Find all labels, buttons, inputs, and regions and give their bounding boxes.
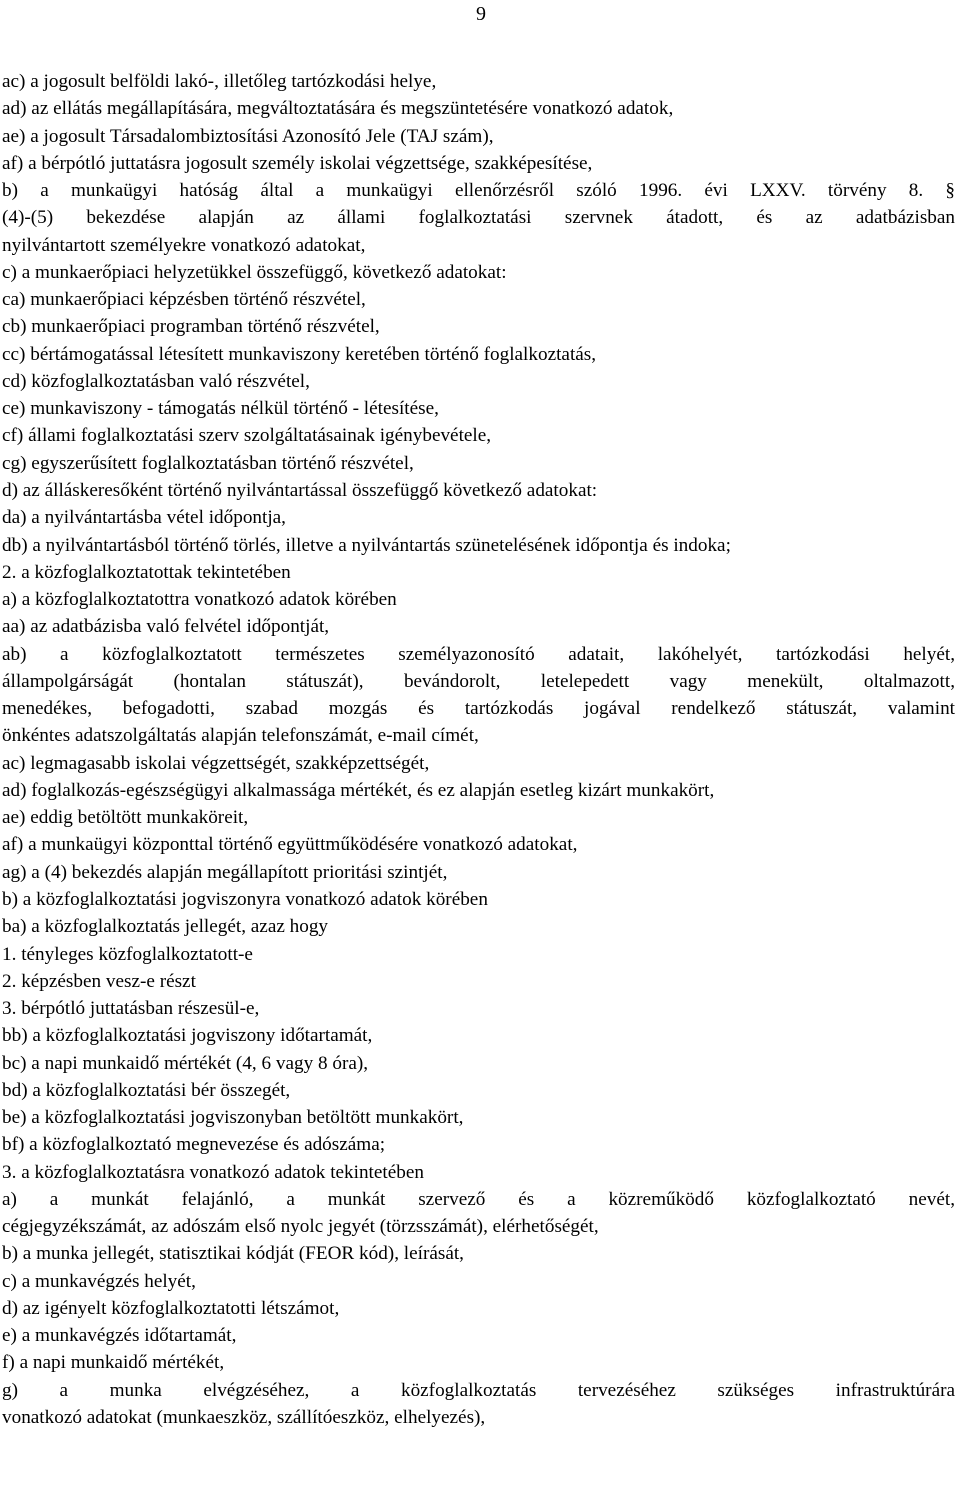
text-line: e) a munkavégzés időtartamát, (2, 1325, 237, 1347)
text-line: ac) legmagasabb iskolai végzettségét, szakképzettségét, (2, 752, 430, 774)
text-line: ag) a (4) bekezdés alapján megállapított prioritási szintjét, (2, 861, 448, 883)
text-line: ba) a közfoglalkoztatás jellegét, azaz hogy (2, 916, 329, 938)
text-line: bb) a közfoglalkoztatási jogviszony időtartamát, (2, 1025, 373, 1047)
text-line: 1. tényleges közfoglalkoztatott-e (2, 943, 253, 965)
text-line: af) a bérpótló juttatásra jogosult személy iskolai végzettsége, szakképesítése, (2, 152, 593, 174)
text-line: nyilvántartott személyekre vonatkozó adatokat, (2, 234, 366, 256)
text-line: da) a nyilvántartásba vétel időpontja, (2, 507, 286, 529)
text-line: af) a munkaügyi központtal történő együttműködésére vonatkozó adatokat, (2, 834, 578, 856)
text-line: menedékes, befogadotti, szabad mozgás és tartózkodás jogával rendelkező státuszát, valamint (2, 698, 955, 720)
text-line: b) a közfoglalkoztatási jogviszonyra vonatkozó adatok körében (2, 888, 488, 910)
text-line: ce) munkaviszony - támogatás nélkül történő - létesítése, (2, 398, 439, 420)
text-line: cf) állami foglalkoztatási szerv szolgáltatásainak igénybevétele, (2, 425, 492, 447)
text-line: ad) foglalkozás-egészségügyi alkalmassága mértékét, és ez alapján esetleg kizárt munkakört, (2, 779, 715, 801)
text-line: d) az igényelt közfoglalkoztatotti létszámot, (2, 1297, 340, 1319)
text-line: ae) eddig betöltött munkaköreit, (2, 807, 249, 829)
text-line: önkéntes adatszolgáltatás alapján telefonszámát, e-mail címét, (2, 725, 479, 747)
text-line: ae) a jogosult Társadalombiztosítási Azonosító Jele (TAJ szám), (2, 125, 494, 147)
text-line: b) a munkaügyi hatóság által a munkaügyi ellenőrzésről szóló 1996. évi LXXV. törvény 8. § (2, 180, 955, 202)
text-line: 2. képzésben vesz-e részt (2, 970, 196, 992)
text-line: bf) a közfoglalkoztató megnevezése és adószáma; (2, 1134, 386, 1156)
page-number: 9 (476, 3, 486, 25)
text-line: f) a napi munkaidő mértékét, (2, 1352, 225, 1374)
text-line: cb) munkaerőpiaci programban történő részvétel, (2, 316, 380, 338)
text-line: d) az álláskeresőként történő nyilvántartással összefüggő következő adatokat: (2, 479, 598, 501)
text-line: c) a munkavégzés helyét, (2, 1270, 196, 1292)
text-line: (4)-(5) bekezdése alapján az állami foglalkoztatási szervnek átadott, és az adatbázisban (2, 207, 955, 229)
text-line: cégjegyzékszámát, az adószám első nyolc jegyét (törzsszámát), elérhetőségét, (2, 1216, 599, 1238)
text-line: be) a közfoglalkoztatási jogviszonyban betöltött munkakört, (2, 1107, 464, 1129)
text-line: c) a munkaerőpiaci helyzetükkel összefüggő, következő adatokat: (2, 261, 507, 283)
text-line: a) a munkát felajánló, a munkát szervező és a közreműködő közfoglalkoztató nevét, (2, 1188, 955, 1210)
text-line: bd) a közfoglalkoztatási bér összegét, (2, 1079, 291, 1101)
text-line: g) a munka elvégzéséhez, a közfoglalkoztatás tervezéséhez szükséges infrastruktúrára (2, 1379, 955, 1401)
text-line: 3. a közfoglalkoztatásra vonatkozó adatok tekintetében (2, 1161, 424, 1183)
text-line: cc) bértámogatással létesített munkaviszony keretében történő foglalkoztatás, (2, 343, 597, 365)
text-line: cg) egyszerűsített foglalkoztatásban történő részvétel, (2, 452, 414, 474)
text-line: aa) az adatbázisba való felvétel időpontját, (2, 616, 330, 638)
text-line: cd) közfoglalkoztatásban való részvétel, (2, 370, 310, 392)
text-line: bc) a napi munkaidő mértékét (4, 6 vagy 8 óra), (2, 1052, 369, 1074)
text-line: vonatkozó adatokat (munkaeszköz, szállítóeszköz, elhelyezés), (2, 1407, 486, 1429)
text-line: db) a nyilvántartásból történő törlés, illetve a nyilvántartás szünetelésének időpontja és indoka; (2, 534, 731, 556)
text-line: a) a közfoglalkoztatottra vonatkozó adatok körében (2, 589, 397, 611)
text-line: ca) munkaerőpiaci képzésben történő részvétel, (2, 289, 366, 311)
document-body (2, 68, 955, 1431)
text-line: ab) a közfoglalkoztatott természetes személyazonosító adatait, lakóhelyét, tartózkodási helyét, (2, 643, 955, 665)
text-line: ad) az ellátás megállapítására, megváltoztatására és megszüntetésére vonatkozó adatok, (2, 98, 674, 120)
text-line: ac) a jogosult belföldi lakó-, illetőleg tartózkodási helye, (2, 71, 437, 92)
text-line: állampolgárságát (hontalan státuszát), bevándorolt, letelepedett vagy menekült, oltalmazott, (2, 670, 955, 692)
text-line: 2. a közfoglalkoztatottak tekintetében (2, 561, 291, 583)
text-line: b) a munka jellegét, statisztikai kódját (FEOR kód), leírását, (2, 1243, 464, 1265)
text-line: 3. bérpótló juttatásban részesül-e, (2, 998, 260, 1020)
